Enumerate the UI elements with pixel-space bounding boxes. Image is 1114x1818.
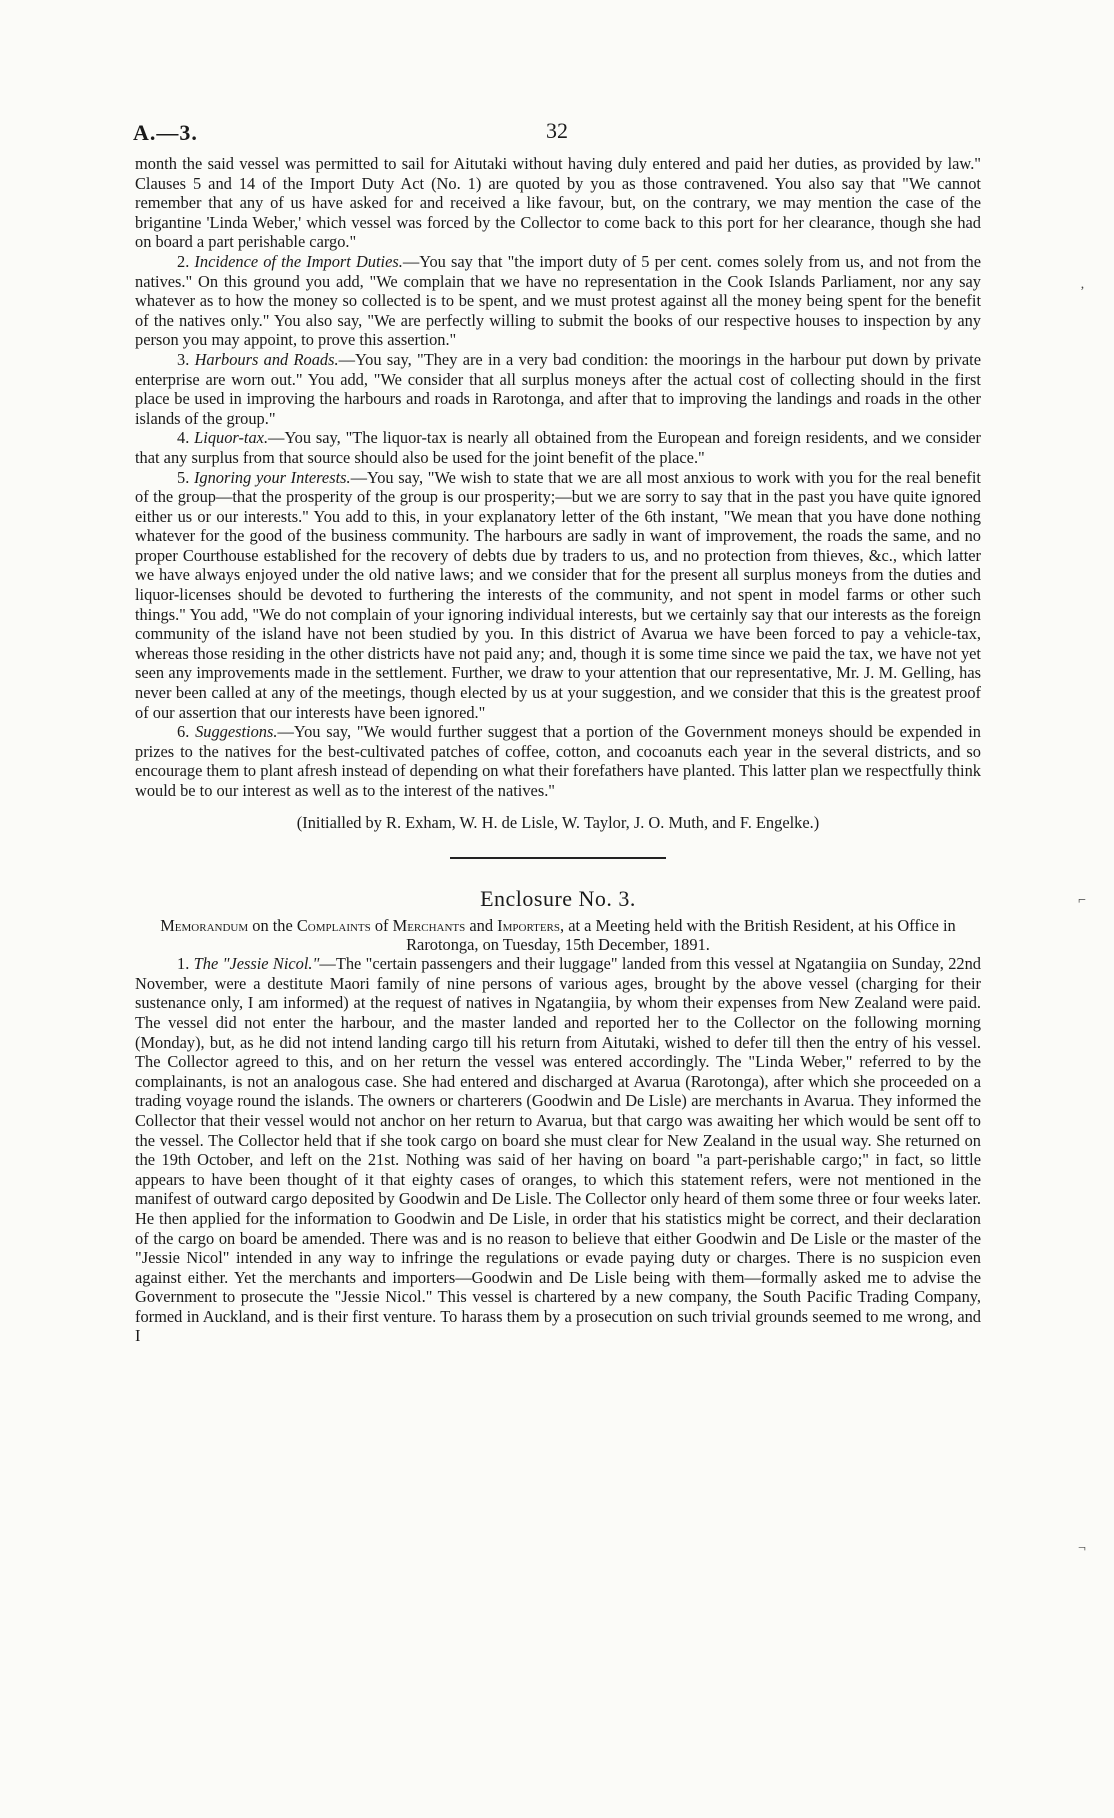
section-heading: Incidence of the Import Duties.: [194, 251, 403, 271]
section-heading: Harbours and Roads.: [194, 349, 339, 369]
page-body: [135, 154, 981, 1346]
page-header: [133, 120, 981, 150]
page-number: 32: [546, 118, 568, 143]
paragraph-jessie-nicol: 1. The "Jessie Nicol."—The "certain passengers and their luggage" landed from this vessel at Ngatangiia on Sunday, 22nd November, were a destitute Maori family of nine persons of various ages, brought by the above vessel (charging for their sustenance only, I am informed) at the request of natives in Ngatangiia, by whom their expenses from New Zealand were paid. The vessel did not enter the harbour, and the master landed and reported her to the Collector on the following morning (Monday), but, as he did not intend landing cargo till his return from Aitutaki, wished to defer till then the entry of his vessel. The Collector agreed to this, and on her return the vessel was entered accordingly. The "Linda Weber," referred to by the complainants, is not an analogous case. She had entered and discharged at Avarua (Rarotonga), after which she proceeded on a trading voyage round the islands. The owners or charterers (Goodwin and De Lisle) are merchants in Avarua. They informed the Collector that their vessel would not anchor on her return to Avarua, but that cargo was awaiting her which would be sent off to the vessel. The Collector held that if she took cargo on board she must clear for New Zealand in the usual way. She returned on the 19th October, and left on the 21st. Nothing was said of her having on board "a part-perishable cargo;" in fact, so little appears to have been thought of it that eighty cases of oranges, to which this statement refers, were not mentioned in the manifest of outward cargo deposited by Goodwin and De Lisle. The Collector only heard of them some three or four weeks later. He then applied for the information to Goodwin and De Lisle, in order that his statistics might be correct, and their declaration of the cargo on board be amended. There was and is no reason to believe that either Goodwin and De Lisle or the master of the "Jessie Nicol" intended in any way to infringe the regulations or evade paying duty or charges. There is no suspicion even against either. Yet the merchants and importers—Goodwin and De Lisle being with them—formally asked me to advise the Government to prosecute the "Jessie Nicol." This vessel is chartered by a new company, the South Pacific Trading Company, formed in Auckland, and is their first venture. To harass them by a prosecution on such trivial grounds seemed to me wrong, and I: [135, 954, 981, 1346]
paragraph-suggestions: 6. Suggestions.—You say, "We would further suggest that a portion of the Government moneys should be expended in prizes to the natives for the best-cultivated patches of coffee, cotton, and cocoanuts each year in the several districts, and so encourage them to plant afresh instead of depending on what their forefathers have planted. This latter plan we respectfully think would be to our interest as well as to the interest of the natives.": [135, 722, 981, 800]
enclosure-title: Enclosure No. 3.: [480, 886, 636, 912]
paragraph-ignoring-interests: 5. Ignoring your Interests.—You say, "We wish to state that we are all most anxious to work with you for the real benefit of the group—that the prosperity of the group is our prosperity;—but we are sorry to say that in the past you have quite ignored either us or our interests." You add to this, in your explanatory letter of the 6th instant, "We mean that you have done nothing whatever for the good of the business community. The harbours are sadly in want of improvement, the roads the same, and no proper Courthouse established for the recovery of debts due by traders to us, and no protection from thieves, &c., which latter we have always enjoyed under the old native laws; and we consider that for the present all surplus moneys from the duties and liquor-licenses should be devoted to furthering the interests of the community, and not spent in model farms or other such things." You add, "We do not complain of your ignoring individual interests, but we certainly say that our interests as the foreign community of the island have not been studied by you. In this district of Avarua we have been forced to pay a vehicle-tax, whereas those residing in the other districts have not paid any; and, though it is some time since we paid the tax, we have not yet seen any improvements made in the settlement. Further, we draw to your attention that our representative, Mr. J. M. Gelling, has never been called at any of the meetings, though elected by us at your suggestion, and we consider that this is the greatest proof of our assertion that our interests have been ignored.": [135, 467, 981, 722]
paragraph-liquor-tax: 4. Liquor-tax.—You say, "The liquor-tax is nearly all obtained from the European and foreign residents, and we consider that any surplus from that source should also be used for the joint benefit of the place.": [135, 428, 981, 467]
section-heading: The "Jessie Nicol.": [193, 954, 320, 974]
section-heading: Ignoring your Interests.: [193, 467, 351, 487]
paragraph-incidence-of-import-duties: 2. Incidence of the Import Duties.—You say that "the import duty of 5 per cent. comes solely from us, and not from the natives." On this ground you add, "We complain that we have no representation in the Cook Islands Parliament, nor any say whatever as to how the money so collected is to be spent, and we must protest against all the money being spent for the benefit of the natives only." You also say, "We are perfectly willing to submit the books of our respective houses to inspection by any person you may appoint, to prove this assertion.": [135, 251, 981, 350]
margin-mark: ‚: [1080, 277, 1085, 292]
memorandum-heading: Memorandum on the Complaints of Merchants and Importers, at a Meeting held with the British Resident, at his Office in Rarotonga, on Tuesday, 15th December, 1891.: [160, 916, 956, 955]
paragraph-harbours-and-roads: 3. Harbours and Roads.—You say, "They are in a very bad condition: the moorings in the harbour put down by private enterprise are worn out." You add, "We consider that all surplus moneys after the actual cost of collecting should in the first place be used in improving the harbours and roads in Rarotonga, and after that to improving the landings and roads in the other islands of the group.": [135, 349, 981, 428]
section-heading: Suggestions.: [195, 722, 278, 742]
margin-mark: ⌐: [1078, 893, 1086, 908]
margin-mark: ¬: [1078, 1541, 1086, 1556]
initialled-signatures: (Initialled by R. Exham, W. H. de Lisle, W. Taylor, J. O. Muth, and F. Engelke.): [296, 812, 820, 832]
section-divider: [135, 832, 981, 886]
paragraph-continued: month the said vessel was permitted to sail for Aitutaki without having duly entered and paid her duties, as provided by law." Clauses 5 and 14 of the Import Duty Act (No. 1) are quoted by you as those contravened. You also say that "We cannot remember that any of us have asked for and received a like favour, but, on the contrary, we may mention the case of the brigantine 'Linda Weber,' which vessel was forced by the Collector to come back to this port for her clearance, though she had on board a part perishable cargo.": [135, 154, 981, 252]
section-heading: Liquor-tax.: [194, 428, 269, 448]
document-reference: A.—3.: [133, 120, 198, 145]
